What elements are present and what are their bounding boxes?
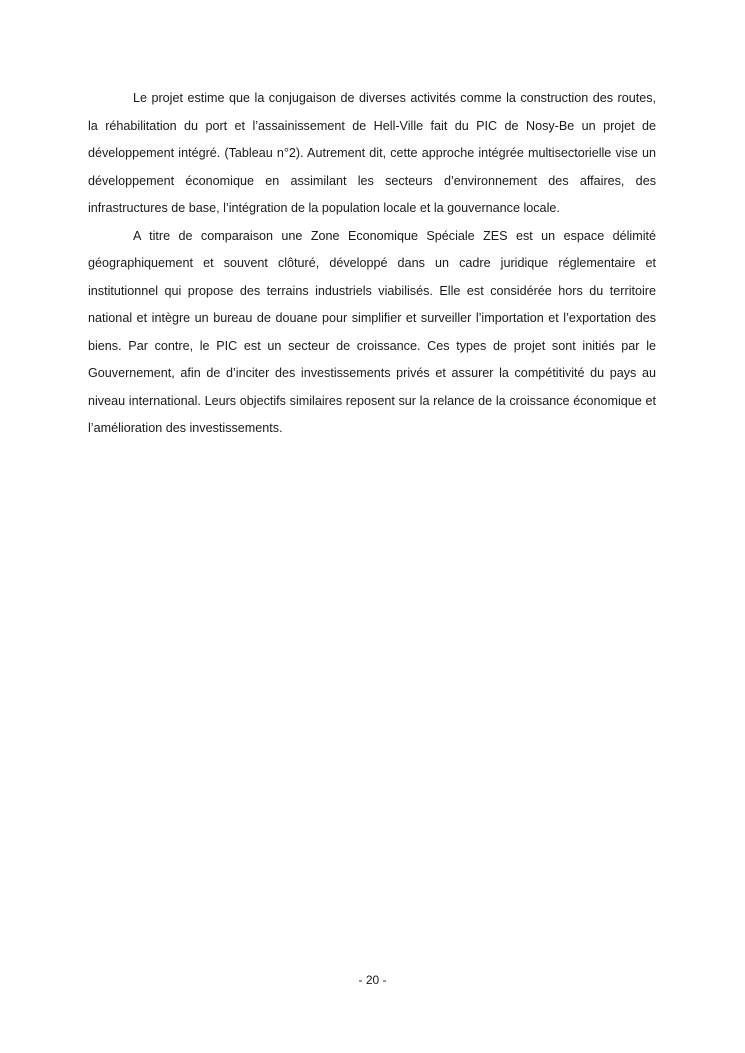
paragraph-pic-integrated-project: Le projet estime que la conjugaison de diverses activités comme la construction des routes, la réhabilitation du port et l’assainissement de Hell-Ville fait du PIC de Nosy-Be un projet de développement intégré. (Tableau n°2). Autrement dit, cette approche intégrée multisectorielle vise un développement économique en assimilant les secteurs d’environnement des affaires, des infrastructures de base, l’intégration de la population locale et la gouvernance locale. bbox=[88, 91, 656, 215]
page-number: - 20 - bbox=[358, 973, 387, 987]
body-text bbox=[88, 85, 656, 443]
paragraph-zes-comparison: A titre de comparaison une Zone Economique Spéciale ZES est un espace délimité géographiquement et souvent clôturé, développé dans un cadre juridique réglementaire et institutionnel qui propose des terrains industriels viabilisés. Elle est considérée hors du territoire national et intègre un bureau de douane pour simplifier et surveiller l’importation et l’exportation des biens. Par contre, le PIC est un secteur de croissance. Ces types de projet sont initiés par le Gouvernement, afin de d’inciter des investissements privés et assurer la compétitivité du pays au niveau international. Leurs objectifs similaires reposent sur la relance de la croissance économique et l’amélioration des investissements. bbox=[88, 228, 656, 435]
